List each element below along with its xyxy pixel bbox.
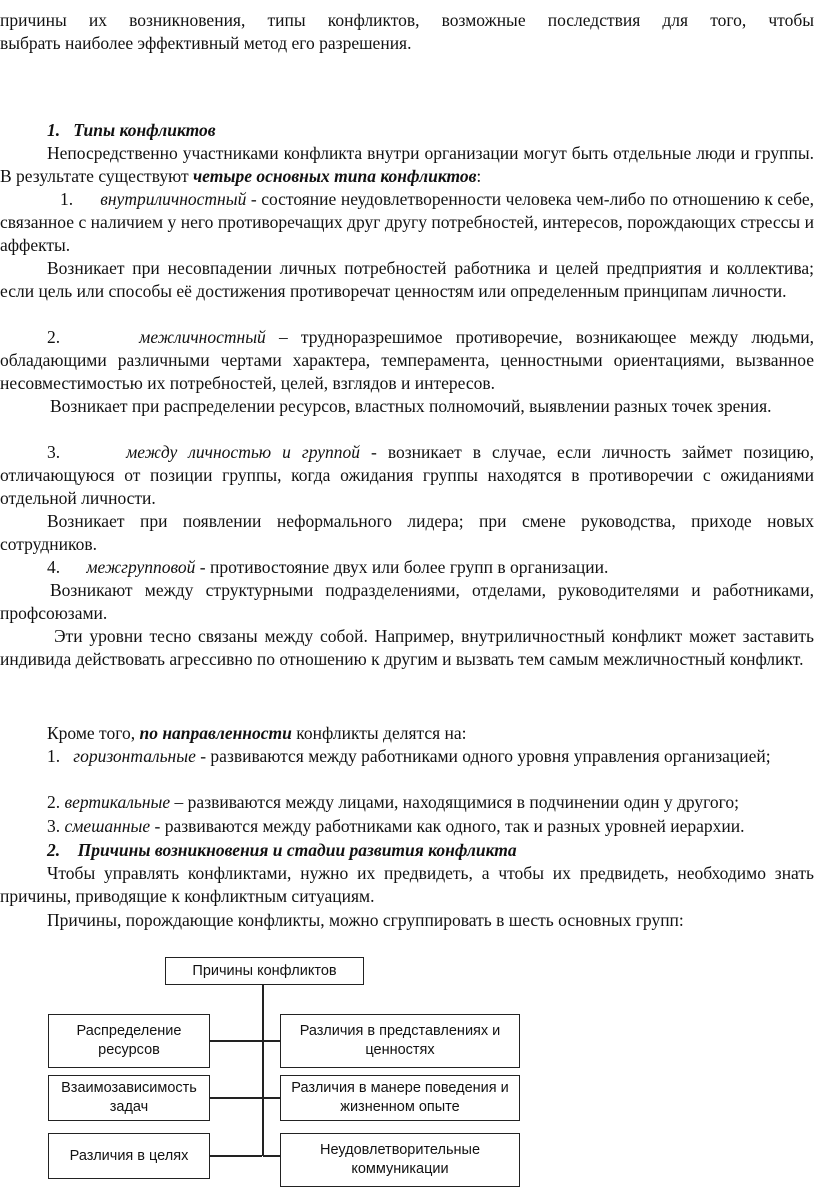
direction-2-text: – развиваются между лицами, находящимися в подчинении один у другого; xyxy=(170,792,740,812)
type-2-text: – трудноразрешимое противоречие, возникающее между людьми, обладающими различными чертами характера, темперамента, ценностными ориентациями, вызванное несовместимостью их потребностей, целей, взглядов и интересов. xyxy=(0,327,815,393)
direction-3-name: смешанные xyxy=(64,816,151,836)
section-1-title: Типы конфликтов xyxy=(73,120,216,140)
type-3-text: - возникает в случае, если личность займет позицию, отличающуюся от позиции группы, когда ожидания группы находятся в противоречии с ожиданиями отдельной личности. xyxy=(0,442,815,508)
intro-line-1: причины их возникновения, типы конфликтов, возможные последствия для того, чтобы xyxy=(0,10,814,30)
diagram-box-goals: Различия в целях xyxy=(48,1133,210,1179)
type-1-arises: Возникает при несовпадении личных потребностей работника и целей предприятия и коллектива; если цель или способы её достижения противоречат ценностям или определенным принципам личности. xyxy=(0,258,814,301)
direction-intro-text: Кроме того, xyxy=(47,723,140,743)
diagram-root-box: Причины конфликтов xyxy=(165,957,364,985)
type-2-number: 2. xyxy=(47,327,61,347)
direction-item-2 xyxy=(47,791,739,814)
section-2-paragraph-2: Причины, порождающие конфликты, можно сгруппировать в шесть основных групп: xyxy=(47,910,684,930)
type-1-text: - состояние неудовлетворенности человека чем-либо по отношению к себе, связанное с наличием у него противоречащих друг другу потребностей, интересов, порождающих стрессы и аффекты. xyxy=(0,189,814,255)
direction-1-number: 1. xyxy=(47,746,61,766)
type-3-arises: Возникает при появлении неформального лидера; при смене руководства, приходе новых сотрудников. xyxy=(0,511,814,554)
levels-note: Эти уровни тесно связаны между собой. Например, внутриличностный конфликт может заставить индивида действовать агрессивно по отношению к другим и вызвать тем самым межличностный конфликт. xyxy=(0,626,814,669)
section-1-number: 1. xyxy=(47,120,61,140)
section-2-paragraph-1: Чтобы управлять конфликтами, нужно их предвидеть, а чтобы их предвидеть, необходимо знать причины, приводящие к конфликтным ситуациям. xyxy=(0,863,814,906)
intro-line-2: выбрать наиболее эффективный метод его разрешения. xyxy=(0,33,412,53)
type-4-arises: Возникают между структурными подразделениями, отделами, руководителями и работниками, профсоюзами. xyxy=(0,580,814,623)
diagram-connector-left-3 xyxy=(209,1155,262,1157)
type-3-number: 3. xyxy=(47,442,61,462)
direction-item-3 xyxy=(47,815,745,838)
type-4-number: 4. xyxy=(47,557,61,577)
direction-1-text: - развиваются между работниками одного уровня управления организацией; xyxy=(195,746,771,766)
type-2-arises: Возникает при распределении ресурсов, властных полномочий, выявлении разных точек зрения. xyxy=(50,396,772,416)
diagram-box-interdependence: Взаимозависимость задач xyxy=(48,1075,210,1121)
section-2-heading xyxy=(47,839,517,862)
type-4-definition xyxy=(47,556,608,579)
direction-2-name: вертикальные xyxy=(64,792,171,812)
section-1-intro-paragraph xyxy=(0,142,814,188)
diagram-trunk-line xyxy=(262,985,264,1156)
type-1-number: 1. xyxy=(60,189,74,209)
diagram-connector-left-2 xyxy=(209,1097,262,1099)
direction-intro-tail: конфликты делятся на: xyxy=(291,723,467,743)
diagram-connector-right-1 xyxy=(263,1040,281,1042)
section-1-intro-text: Непосредственно участниками конфликта внутри организации могут быть отдельные люди и группы. В результате существуют xyxy=(0,143,814,186)
type-4-name: межгрупповой xyxy=(86,557,196,577)
direction-3-number: 3. xyxy=(47,816,61,836)
diagram-connector-right-3 xyxy=(263,1155,281,1157)
diagram-connector-right-2 xyxy=(263,1097,281,1099)
direction-intro xyxy=(47,722,467,745)
section-2-title: Причины возникновения и стадии развития конфликта xyxy=(77,840,517,860)
direction-item-1 xyxy=(47,745,814,768)
diagram-box-values: Различия в представлениях и ценностях xyxy=(280,1014,520,1068)
section-2-number: 2. xyxy=(47,840,61,860)
diagram-box-resources: Распределение ресурсов xyxy=(48,1014,210,1068)
type-3-definition xyxy=(0,441,814,510)
diagram-box-behavior: Различия в манере поведения и жизненном опыте xyxy=(280,1075,520,1121)
type-1-name: внутриличностный xyxy=(100,189,247,209)
diagram-connector-left-1 xyxy=(209,1040,262,1042)
direction-2-number: 2. xyxy=(47,792,61,812)
direction-3-text: - развиваются между работниками как одного, так и разных уровней иерархии. xyxy=(150,816,745,836)
direction-intro-emphasis: по направленности xyxy=(139,723,292,743)
direction-1-name: горизонтальные xyxy=(73,746,196,766)
type-4-text: - противостояние двух или более групп в организации. xyxy=(195,557,609,577)
type-2-name: межличностный xyxy=(139,327,266,347)
section-1-heading xyxy=(47,119,216,142)
type-2-definition xyxy=(0,326,814,395)
type-3-name: между личностью и группой xyxy=(126,442,360,462)
type-1-definition xyxy=(0,188,814,257)
section-1-intro-colon: : xyxy=(476,166,482,186)
diagram-box-communications: Неудовлетворительные коммуникации xyxy=(280,1133,520,1187)
section-1-intro-emphasis: четыре основных типа конфликтов xyxy=(192,166,477,186)
